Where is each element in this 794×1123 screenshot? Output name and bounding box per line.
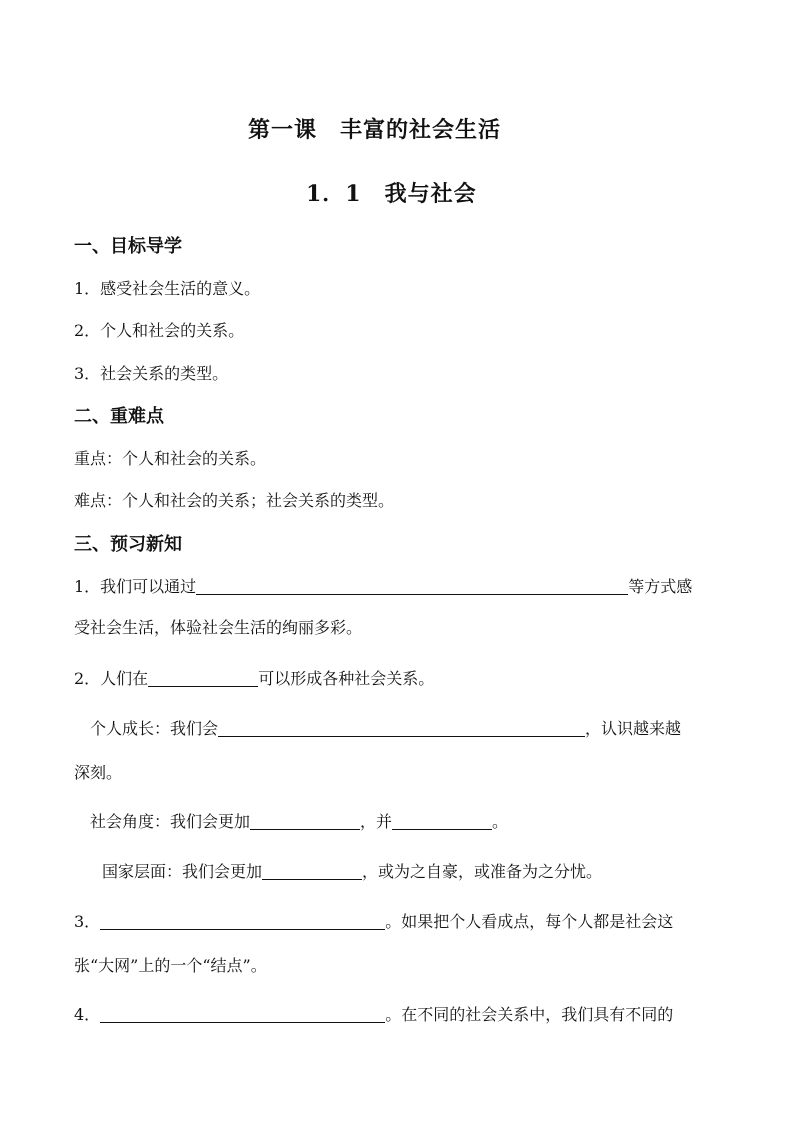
national-level <box>102 859 602 882</box>
question-1-line-1 <box>74 574 692 597</box>
lesson-title: 第一课 丰富的社会生活 <box>248 117 502 143</box>
answer-blank[interactable] <box>148 668 258 687</box>
question-1-line-2: 受社会生活，体验社会生活的绚丽多彩。 <box>74 618 363 637</box>
social-perspective-text: 社会角度：我们会更加 <box>90 812 251 831</box>
question-4-text: 。在不同的社会关系中，我们具有不同的 <box>385 1005 674 1024</box>
social-perspective-text: ，并 <box>360 812 393 831</box>
heading-goals: 一、目标导学 <box>74 236 182 257</box>
question-3-text: 3． <box>74 912 101 931</box>
difficult-point: 难点：个人和社会的关系；社会关系的类型。 <box>74 491 395 510</box>
answer-blank[interactable] <box>262 861 362 880</box>
question-3-text: 。如果把个人看成点，每个人都是社会这 <box>385 912 674 931</box>
question-1-text: 1．我们可以通过 <box>74 577 197 596</box>
question-4-text: 4． <box>74 1005 101 1024</box>
question-1-text: 等方式感 <box>628 577 693 596</box>
personal-growth-text: ，认识越来越 <box>585 719 682 738</box>
heading-key-points: 二、重难点 <box>74 406 164 427</box>
question-2-text: 可以形成各种社会关系。 <box>258 669 435 688</box>
question-4 <box>74 1002 673 1025</box>
answer-blank[interactable] <box>392 811 492 830</box>
personal-growth-line-1 <box>90 716 681 739</box>
answer-blank[interactable] <box>196 576 628 595</box>
answer-blank[interactable] <box>218 718 585 737</box>
question-3-line-1 <box>74 909 673 932</box>
goal-item: 3．社会关系的类型。 <box>74 364 229 383</box>
answer-blank[interactable] <box>100 1004 385 1023</box>
social-perspective-text: 。 <box>492 812 509 831</box>
heading-preview: 三、预习新知 <box>74 534 182 555</box>
answer-blank[interactable] <box>100 911 385 930</box>
key-point: 重点：个人和社会的关系。 <box>74 449 267 468</box>
personal-growth-line-2: 深刻。 <box>74 763 123 782</box>
personal-growth-text: 个人成长：我们会 <box>90 719 219 738</box>
goal-item: 1．感受社会生活的意义。 <box>74 279 261 298</box>
national-level-text: 国家层面：我们会更加 <box>102 862 263 881</box>
question-2 <box>74 666 434 689</box>
question-2-text: 2．人们在 <box>74 669 149 688</box>
section-subtitle: 1．1 我与社会 <box>306 181 477 207</box>
answer-blank[interactable] <box>250 811 360 830</box>
social-perspective <box>90 809 508 832</box>
goal-item: 2．个人和社会的关系。 <box>74 321 245 340</box>
question-3-line-2: 张“大网”上的一个“结点”。 <box>74 956 267 975</box>
national-level-text: ，或为之自豪，或准备为之分忧。 <box>362 862 603 881</box>
